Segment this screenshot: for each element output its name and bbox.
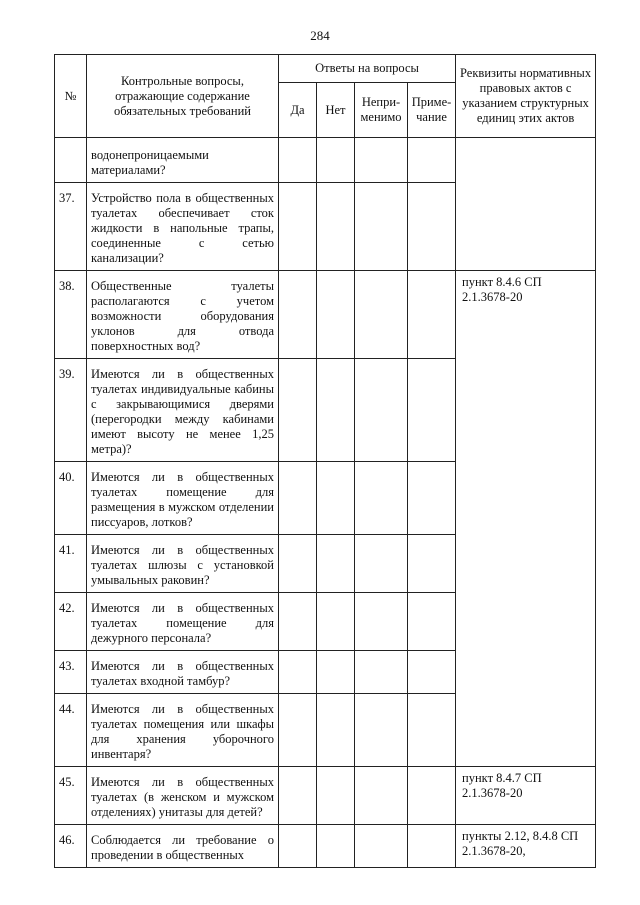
row-question: Устройство пола в общественных туалетах обеспечивает сток жидкости в напольные трапы, соединенные с сетью канализации?: [87, 183, 279, 271]
cell-no: [317, 138, 355, 183]
row-number: 37.: [55, 183, 87, 271]
requirements-table: [54, 54, 596, 868]
row-question: Имеются ли в общественных туалетах индивидуальные кабины с закрывающимися дверями (перегородки между кабинами имеют высоту не менее 1,25 метра)?: [87, 359, 279, 462]
row-question: Имеются ли в общественных туалетах помещение для размещения в мужском отделении писсуаров, лотков?: [87, 462, 279, 535]
header-yes: Да: [279, 83, 317, 138]
row-number: 46.: [55, 825, 87, 868]
table-row: [55, 138, 596, 183]
header-answers: Ответы на вопросы: [279, 55, 456, 83]
requisites-ref-8-4-6: пункт 8.4.6 СП 2.1.3678-20: [456, 271, 596, 767]
page-number: 284: [310, 28, 330, 43]
header-requisites: Реквизиты нормативных правовых актов с указанием структурных единиц этих актов: [456, 55, 596, 138]
table-row: [55, 825, 596, 868]
row-number: 42.: [55, 593, 87, 651]
row-question: Соблюдается ли требование о проведении в общественных: [87, 825, 279, 868]
row-number: 40.: [55, 462, 87, 535]
row-number: 39.: [55, 359, 87, 462]
row-question: Имеются ли в общественных туалетах помещение для дежурного персонала?: [87, 593, 279, 651]
cell-yes: [279, 138, 317, 183]
row-number: 41.: [55, 535, 87, 593]
table-row: [55, 271, 596, 359]
row-question: Имеются ли в общественных туалетах шлюзы с установкой умывальных раковин?: [87, 535, 279, 593]
row-number: 44.: [55, 694, 87, 767]
cell-note: [408, 138, 456, 183]
row-question: Общественные туалеты располагаются с учетом возможности оборудования уклонов для отвода поверхностных вод?: [87, 271, 279, 359]
row-question: Имеются ли в общественных туалетах входной тамбур?: [87, 651, 279, 694]
header-note: Приме-чание: [408, 83, 456, 138]
header-question: Контрольные вопросы, отражающие содержание обязательных требований: [87, 55, 279, 138]
header-not-applicable: Непри-менимо: [355, 83, 408, 138]
row-number: 45.: [55, 767, 87, 825]
cell-na: [355, 138, 408, 183]
row-number: 38.: [55, 271, 87, 359]
header-no: Нет: [317, 83, 355, 138]
header-number: №: [55, 55, 87, 138]
row-number: 43.: [55, 651, 87, 694]
requisites-ref-2-12: пункты 2.12, 8.4.8 СП 2.1.3678-20,: [456, 825, 596, 868]
row-number: [55, 138, 87, 183]
table-row: [55, 767, 596, 825]
requisites-ref-8-4-7: пункт 8.4.7 СП 2.1.3678-20: [456, 767, 596, 825]
row-question: водонепроницаемыми материалами?: [87, 138, 279, 183]
row-question: Имеются ли в общественных туалетах помещения или шкафы для хранения уборочного инвентаря?: [87, 694, 279, 767]
row-question: Имеются ли в общественных туалетах (в женском и мужском отделениях) унитазы для детей?: [87, 767, 279, 825]
cell-requisites: [456, 138, 596, 271]
